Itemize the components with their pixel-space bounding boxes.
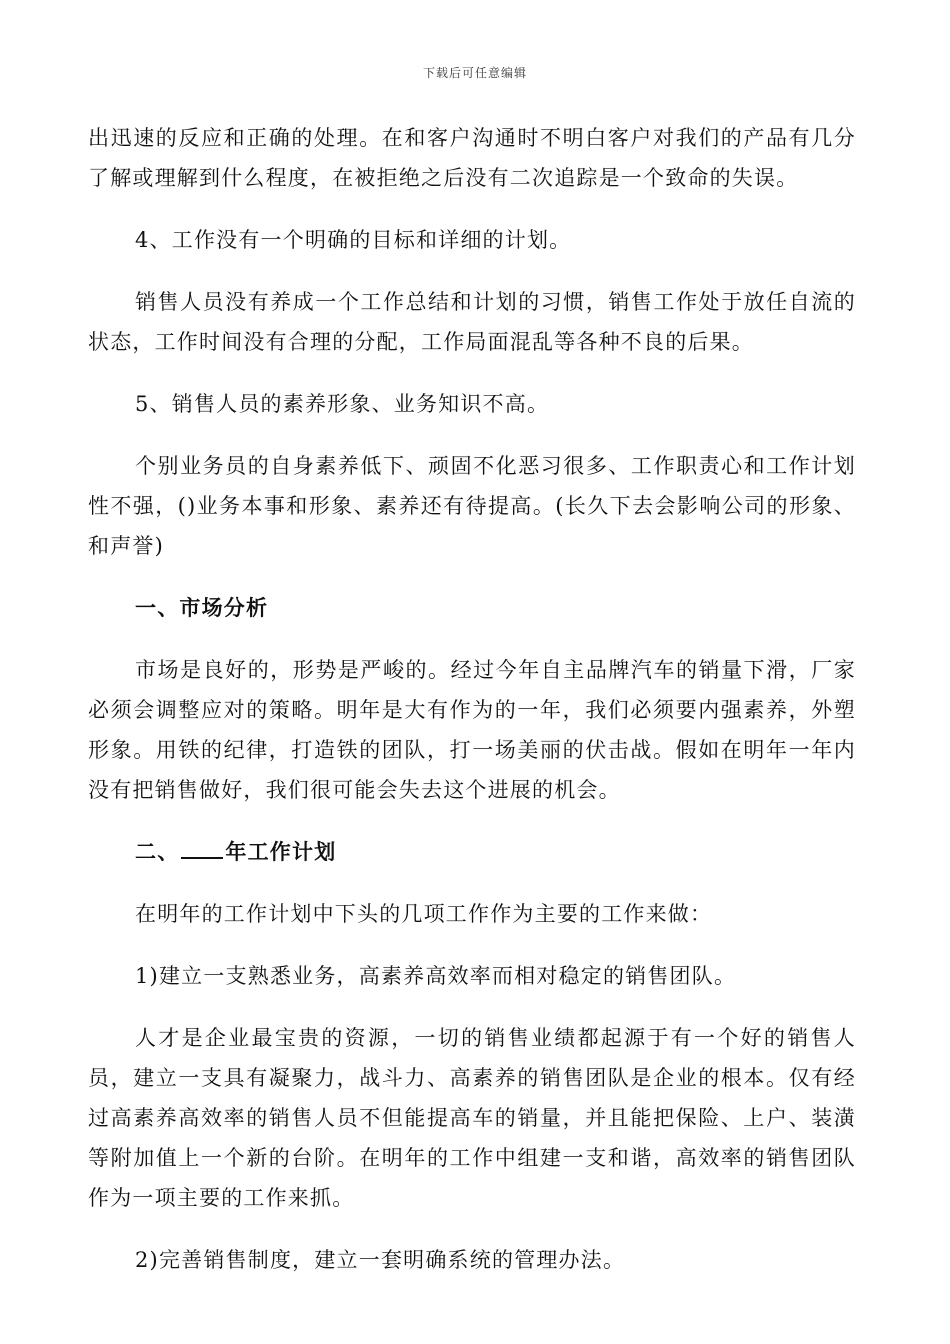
page-header: 下载后可任意编辑	[422, 66, 527, 80]
paragraph-market: 市场是良好的，形势是严峻的。经过今年自主品牌汽车的销量下滑，厂家必须会调整应对的策略。明年是大有作为的一年，我们必须要内强素养，外塑形象。用铁的纪律，打造铁的团队，打一场美丽的伏击战。假如在明年一年内没有把销售做好，我们很可能会失去这个进展的机会。	[88, 658, 856, 802]
paragraph-work-habits: 销售人员没有养成一个工作总结和计划的习惯，销售工作处于放任自流的状态，工作时间没有合理的分配，工作局面混乱等各种不良的后果。	[88, 290, 856, 354]
paragraph-staff-quality: 个别业务员的自身素养低下、顽固不化恶习很多、工作职责心和工作计划性不强，()业务本事和形象、素养还有待提高。(长久下去会影响公司的形象、和声誉)	[88, 454, 856, 558]
paragraph-talent: 人才是企业最宝贵的资源，一切的销售业绩都起源于有一个好的销售人员，建立一支具有凝聚力，战斗力、高素养的销售团队是企业的根本。仅有经过高素养高效率的销售人员不但能提高车的销量，并且能把保险、上户、装潢等附加值上一个新的台阶。在明年的工作中组建一支和谐，高效率的销售团队作为一项主要的工作来抓。	[88, 1026, 856, 1210]
document-body	[88, 118, 856, 1280]
heading-market-analysis: 一、市场分析	[135, 595, 269, 620]
list-item-5: 5、销售人员的素养形象、业务知识不高。	[135, 392, 550, 416]
paragraph-continued: 出迅速的反应和正确的处理。在和客户沟通时不明白客户对我们的产品有几分了解或理解到什么程度，在被拒绝之后没有二次追踪是一个致命的失误。	[88, 126, 856, 190]
heading-work-plan-prefix: 二、	[135, 839, 180, 864]
list-item-4: 4、工作没有一个明确的目标和详细的计划。	[135, 228, 572, 252]
year-blank-line	[181, 837, 223, 859]
paragraph-plan-intro: 在明年的工作计划中下头的几项工作作为主要的工作来做：	[135, 902, 713, 926]
plan-item-1: 1)建立一支熟悉业务，高素养高效率而相对稳定的销售团队。	[135, 964, 737, 988]
heading-work-plan-suffix: 年工作计划	[225, 839, 337, 864]
plan-item-2: 2)完善销售制度，建立一套明确系统的管理办法。	[135, 1248, 626, 1272]
heading-work-plan	[88, 832, 856, 872]
